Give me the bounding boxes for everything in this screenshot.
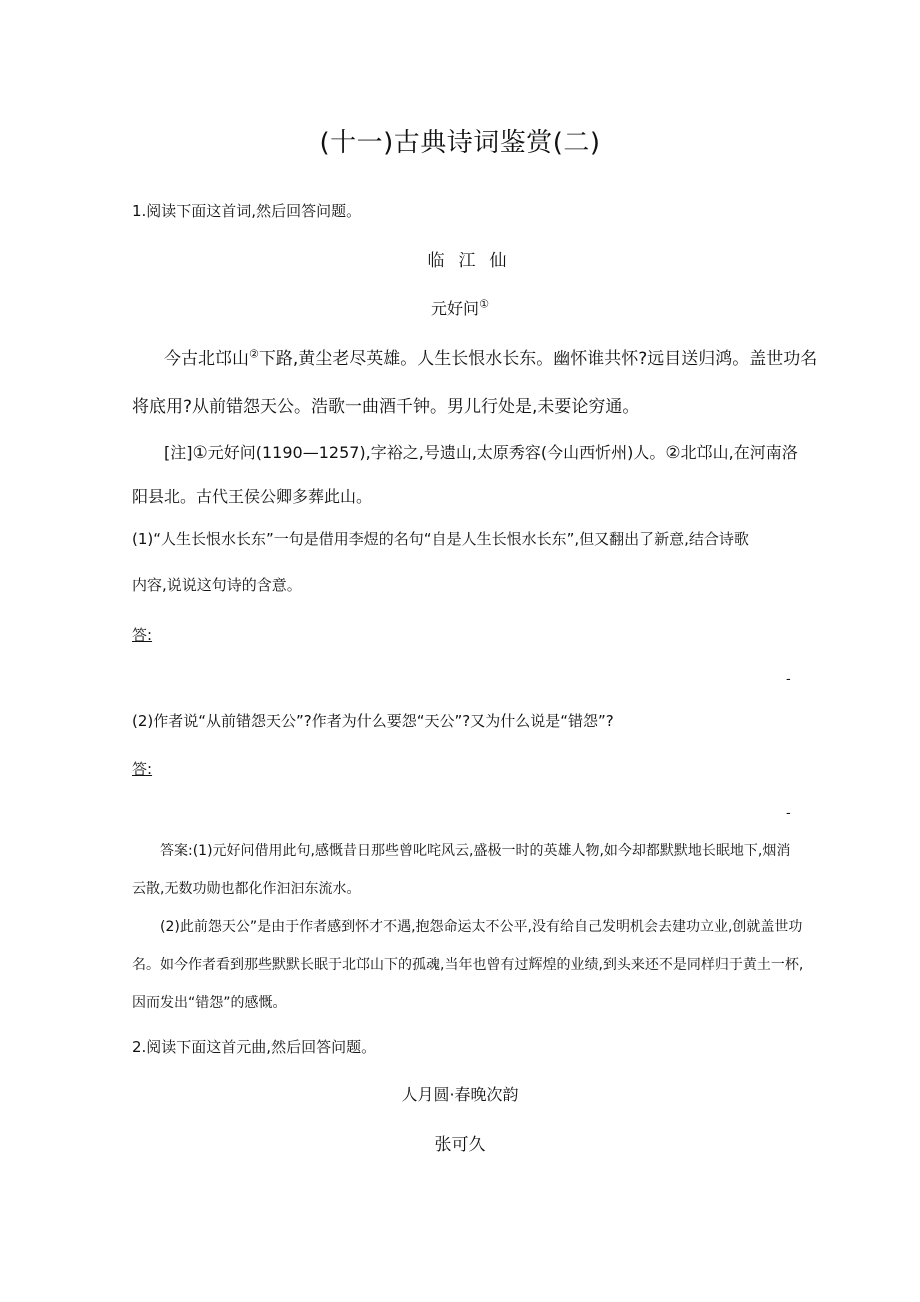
question-1-prompt: 1.阅读下面这首词,然后回答问题。 bbox=[132, 202, 362, 220]
poem-1-note-line-1 bbox=[164, 440, 798, 463]
poem-2-title: 人月圆·春晚次韵 bbox=[401, 1085, 519, 1104]
sub-question-1-line-2: 内容,说说这句诗的含意。 bbox=[132, 576, 302, 594]
answer-blank-1: - bbox=[786, 672, 791, 687]
note-mark-2: ② bbox=[665, 443, 681, 463]
answer-label-1: 答: bbox=[132, 626, 153, 644]
answer-key-1-line-2: 云散,无数功勋也都化作汩汩东流水。 bbox=[132, 881, 361, 897]
poem-2-author: 张可久 bbox=[434, 1135, 486, 1155]
poem-1-line-2: 将底用?从前错怨天公。浩歌一曲酒千钟。男儿行处是,未要论穷通。 bbox=[132, 397, 640, 417]
note-1-text: 元好问(1190—1257),字裕之,号遗山,太原秀容(今山西忻州)人。 bbox=[207, 443, 666, 462]
sub-question-2: (2)作者说“从前错怨天公”?作者为什么要怨“天公”?又为什么说是“错怨”? bbox=[132, 712, 614, 730]
question-2-prompt: 2.阅读下面这首元曲,然后回答问题。 bbox=[132, 1038, 377, 1056]
footnote-mark-2: ② bbox=[249, 347, 259, 361]
author-name: 元好问 bbox=[431, 299, 480, 318]
page-title: (十一)古典诗词鉴赏(二) bbox=[319, 128, 601, 158]
poem-1-author bbox=[0, 296, 920, 319]
answer-key-1-line-1: 答案:(1)元好问借用此句,感慨昔日那些曾叱咤风云,盛极一时的英雄人物,如今却都默默地长眠地下,烟消 bbox=[160, 843, 791, 859]
answer-key-2-line-1: (2)此前怨天公”是由于作者感到怀才不遇,抱怨命运太不公平,没有给自己发明机会去建功立业,创就盖世功 bbox=[160, 919, 803, 935]
poem-1-line-1-rest: 下路,黄尘老尽英雄。人生长恨水长东。幽怀谁共怀?远目送归鸿。盖世功名 bbox=[258, 349, 818, 369]
answer-key-2-line-2: 名。如今作者看到那些默默长眠于北邙山下的孤魂,当年也曾有过辉煌的业绩,到头来还不是同样归于黄土一杯, bbox=[132, 957, 804, 973]
answer-label-2: 答: bbox=[132, 760, 153, 778]
poem-1-title: 临江仙 bbox=[427, 251, 521, 271]
sub-question-1-line-1: (1)“人生长恨水长东”一句是借用李煜的名句“自是人生长恨水长东”,但又翻出了新意,结合诗歌 bbox=[132, 530, 749, 548]
footnote-mark-1: ① bbox=[479, 297, 489, 311]
poem-1-line-1 bbox=[164, 344, 817, 369]
answer-blank-2: - bbox=[786, 806, 791, 821]
note-mark-1: ① bbox=[192, 443, 208, 463]
poem-1-line-1-start: 今古北邙山 bbox=[164, 349, 249, 369]
poem-1-note-line-2: 阳县北。古代王侯公卿多葬此山。 bbox=[132, 487, 373, 506]
note-2-text: 北邙山,在河南洛 bbox=[680, 443, 798, 462]
answer-key-2-line-3: 因而发出“错怨”的感慨。 bbox=[132, 995, 287, 1011]
note-head: [注] bbox=[164, 443, 193, 462]
